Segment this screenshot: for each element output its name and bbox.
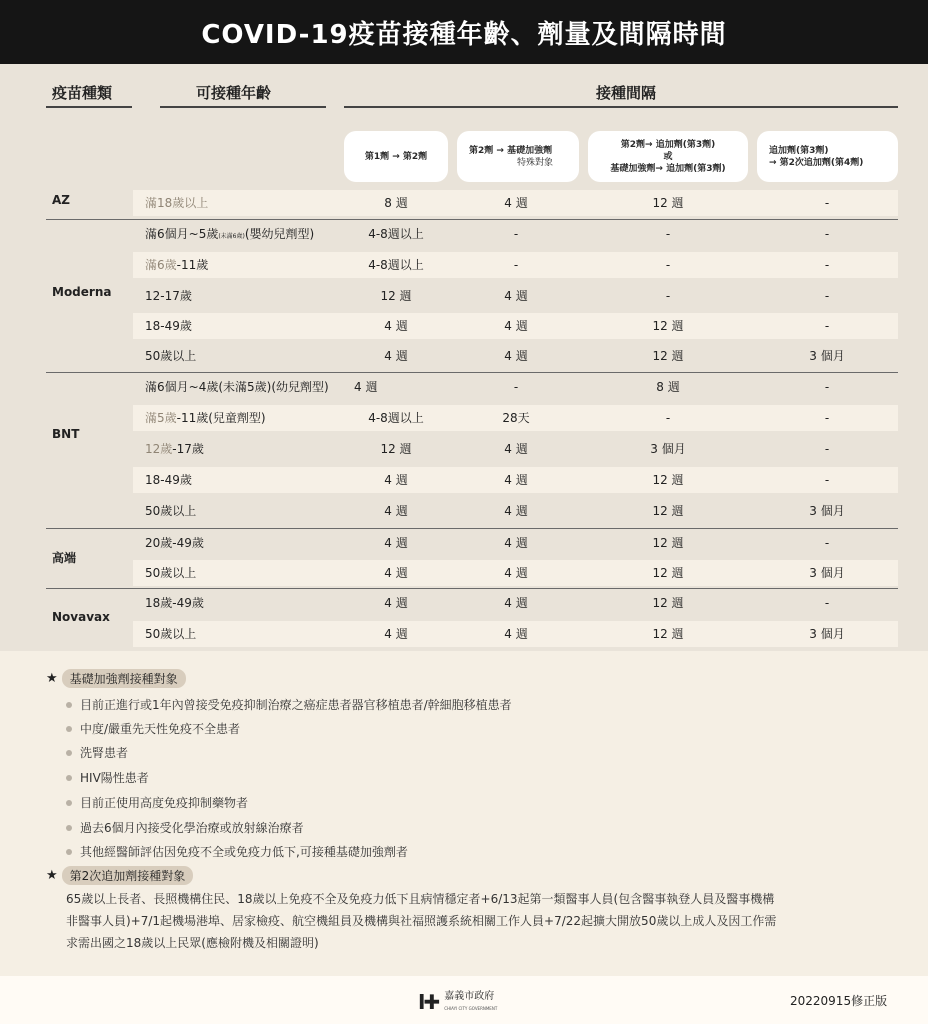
chiayi-city-logo: I✚ 嘉義市政府 CHIAYI CITY GOVERNMENT: [418, 990, 498, 1014]
table-row: 50歲以上 4 週 4 週 12 週 3 個月: [133, 621, 898, 647]
table-row: 滿6個月~5歲(未滿6歲)(嬰幼兒劑型) 4-8週以上 - - -: [145, 227, 830, 241]
bullet-icon: [66, 775, 72, 781]
bullet-icon: [66, 825, 72, 831]
table-row: 18歲-49歲 4 週 4 週 12 週 -: [145, 596, 830, 610]
group-divider: [46, 528, 898, 529]
table-row: 50歲以上 4 週 4 週 12 週 3 個月: [145, 504, 845, 518]
group-divider: [46, 372, 898, 373]
star-icon: ★: [46, 868, 58, 883]
table-row: 12-17歲 12 週 4 週 - -: [145, 289, 830, 303]
interval-column-header: 第2劑 → 基礎加強劑 特殊對象: [457, 131, 579, 182]
bullet-icon: [66, 726, 72, 732]
header-interval: 接種間隔: [596, 84, 657, 102]
table-row: 滿6個月~4歲(未滿5歲)(幼兒劑型) 4 週 - 8 週 -: [145, 380, 830, 394]
list-item: 中度/嚴重先天性免疫不全患者: [66, 720, 240, 737]
bullet-icon: [66, 750, 72, 756]
header-vaccine: 疫苗種類: [52, 84, 113, 102]
list-item: 目前正使用高度免疫抑制藥物者: [66, 794, 248, 811]
list-item: 過去6個月內接受化學治療或放射線治療者: [66, 819, 304, 836]
interval-column-header: 追加劑(第3劑) → 第2次追加劑(第4劑): [757, 131, 898, 182]
second-booster-text: 65歲以上長者、長照機構住民、18歲以上免疫不全及免疫力低下且病情穩定者+6/13起第一類醫事人員(包含醫事執登人員及醫事機構 非醫事人員)+7/1起機場港埠、居家檢疫、航空機組員及機構與社福照護系統相關工作人員+7/22起擴大開放50歲以上成人及因工作需 求需出國之18歲以上民眾(應檢附機及相關證明): [66, 892, 777, 950]
bullet-icon: [66, 800, 72, 806]
vaccine-label-bnt: BNT: [52, 427, 80, 441]
list-item: 洗腎患者: [66, 744, 128, 761]
vaccine-label-medigen: 高端: [52, 551, 77, 565]
bullet-icon: [66, 849, 72, 855]
header-underline: [160, 106, 326, 108]
table-row: 12歲-17歲 12 週 4 週 3 個月 -: [145, 442, 830, 456]
header-underline: [46, 106, 132, 108]
group-divider: [46, 219, 898, 220]
table-row: 滿18歲以上 8 週 4 週 12 週 -: [133, 190, 898, 216]
booster-section-title: ★ 基礎加強劑接種對象: [46, 669, 186, 688]
city-emblem-icon: I✚: [418, 990, 439, 1014]
table-row: 滿5歲-11歲(兒童劑型) 4-8週以上 28天 - -: [133, 405, 898, 431]
vaccine-label-az: AZ: [52, 193, 70, 207]
second-booster-section-title: ★ 第2次追加劑接種對象: [46, 866, 193, 885]
header-age: 可接種年齡: [196, 84, 272, 102]
vaccine-label-novavax: Novavax: [52, 610, 110, 624]
table-row: 50歲以上 4 週 4 週 12 週 3 個月: [133, 560, 898, 586]
star-icon: ★: [46, 671, 58, 686]
page-title: COVID-19疫苗接種年齡、劑量及間隔時間: [0, 0, 928, 64]
table-row: 50歲以上 4 週 4 週 12 週 3 個月: [145, 349, 845, 363]
list-item: HIV陽性患者: [66, 769, 149, 786]
group-divider: [46, 588, 898, 589]
header-underline: [344, 106, 898, 108]
list-item: 其他經醫師評估因免疫不全或免疫力低下,可接種基礎加強劑者: [66, 843, 408, 860]
table-row: 18-49歲 4 週 4 週 12 週 -: [133, 313, 898, 339]
vaccine-label-moderna: Moderna: [52, 285, 112, 299]
interval-column-header: 第1劑 → 第2劑: [344, 131, 448, 182]
version-label: 20220915修正版: [790, 994, 888, 1008]
table-row: 20歲-49歲 4 週 4 週 12 週 -: [145, 536, 830, 550]
table-row: 18-49歲 4 週 4 週 12 週 -: [133, 467, 898, 493]
table-row: 滿6歲-11歲 4-8週以上 - - -: [133, 252, 898, 278]
interval-column-header: 第2劑→ 追加劑(第3劑) 或 基礎加強劑→ 追加劑(第3劑): [588, 131, 748, 182]
list-item: 目前正進行或1年內曾接受免疫抑制治療之癌症患者器官移植患者/幹細胞移植患者: [66, 696, 512, 713]
bullet-icon: [66, 702, 72, 708]
